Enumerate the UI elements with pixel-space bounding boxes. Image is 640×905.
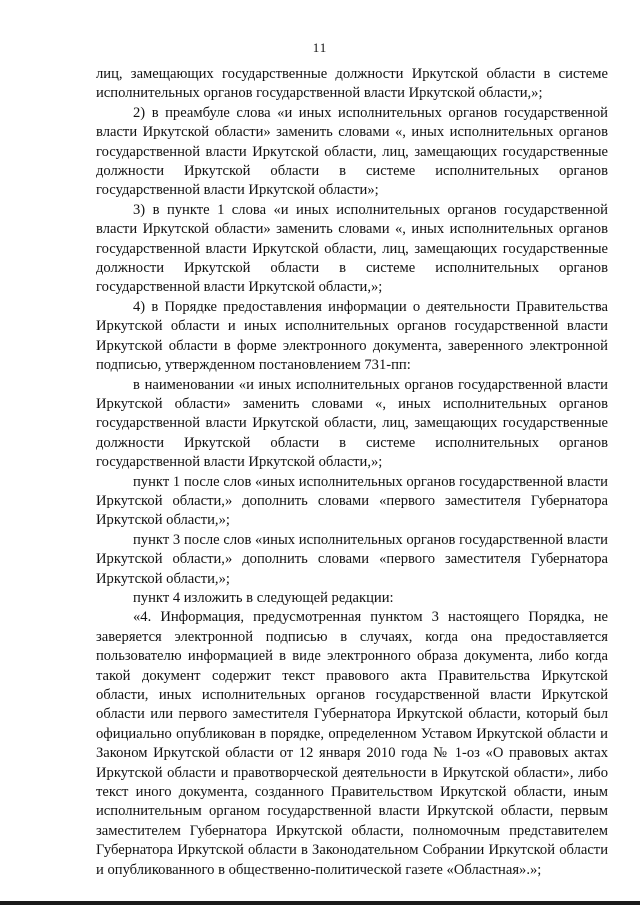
paragraph-point-4-intro: пункт 4 изложить в следующей редакции: xyxy=(133,589,394,606)
scan-edge-line xyxy=(0,901,640,905)
paragraph-item-3: 3) в пункте 1 слова «и иных исполнительных органов государственной власти Иркутской области» заменить словами «, иных исполнительных органов государственной власти Иркутской области, лиц, замещающих государственные должности Иркутской области в системе исполнительных органов государственной власти Иркутской области,»; xyxy=(96,201,608,296)
paragraph-point-1-amendment: пункт 1 после слов «иных исполнительных органов государственной власти Иркутской области,» дополнить словами «первого заместителя Губернатора Иркутской области,»; xyxy=(96,473,608,529)
paragraph-item-2: 2) в преамбуле слова «и иных исполнительных органов государственной власти Иркутской области» заменить словами «, иных исполнительных органов государственной власти Иркутской области, лиц, замещающих государственные должности Иркутской области в системе исполнительных органов государственной власти Иркутской области»; xyxy=(96,104,608,199)
paragraph-title-amendment: в наименовании «и иных исполнительных органов государственной власти Иркутской области» заменить словами «, иных исполнительных органов государственной власти Иркутской области, лиц, замещающих государственные должности Иркутской области в системе исполнительных органов государственной власти Иркутской области,»; xyxy=(96,376,608,471)
paragraph-continuation: лиц, замещающих государственные должности Иркутской области в системе исполнительных органов государственной власти Иркутской области,»; xyxy=(96,66,608,102)
paragraph-point-4-new-text: «4. Информация, предусмотренная пунктом 3 настоящего Порядка, не заверяется электронной подписью в случаях, когда она предоставляется пользователю информацией в виде электронного образа документа, либо когда такой документ содержит текст правового акта Правительства Иркутской области, иных исполнительных органов государственной власти Иркутской области или первого заместителя Губернатора Иркутской области, который был официально опубликован в порядке, определенном Уставом Иркутской области и Законом Иркутской области от 12 января 2010 года № 1-оз «О правовых актах Иркутской области и правотворческой деятельности в Иркутской области», либо текст иного документа, созданного Правительством Иркутской области, иным исполнительным органом государственной власти Иркутской области, первым заместителем Губернатора Иркутской области, полномочным представителем Губернатора Иркутской области в Законодательном Собрании Иркутской области и опубликованного в общественно-политической газете «Областная».»; xyxy=(96,609,608,878)
page-number: 11 xyxy=(312,40,328,55)
document-body xyxy=(96,65,608,880)
paragraph-point-3-amendment: пункт 3 после слов «иных исполнительных органов государственной власти Иркутской области,» дополнить словами «первого заместителя Губернатора Иркутской области,»; xyxy=(96,531,608,587)
paragraph-item-4: 4) в Порядке предоставления информации о деятельности Правительства Иркутской области и иных исполнительных органов государственной власти Иркутской области в форме электронного документа, заверенного электронной подписью, утвержденном постановлением 731-пп: xyxy=(96,298,608,374)
